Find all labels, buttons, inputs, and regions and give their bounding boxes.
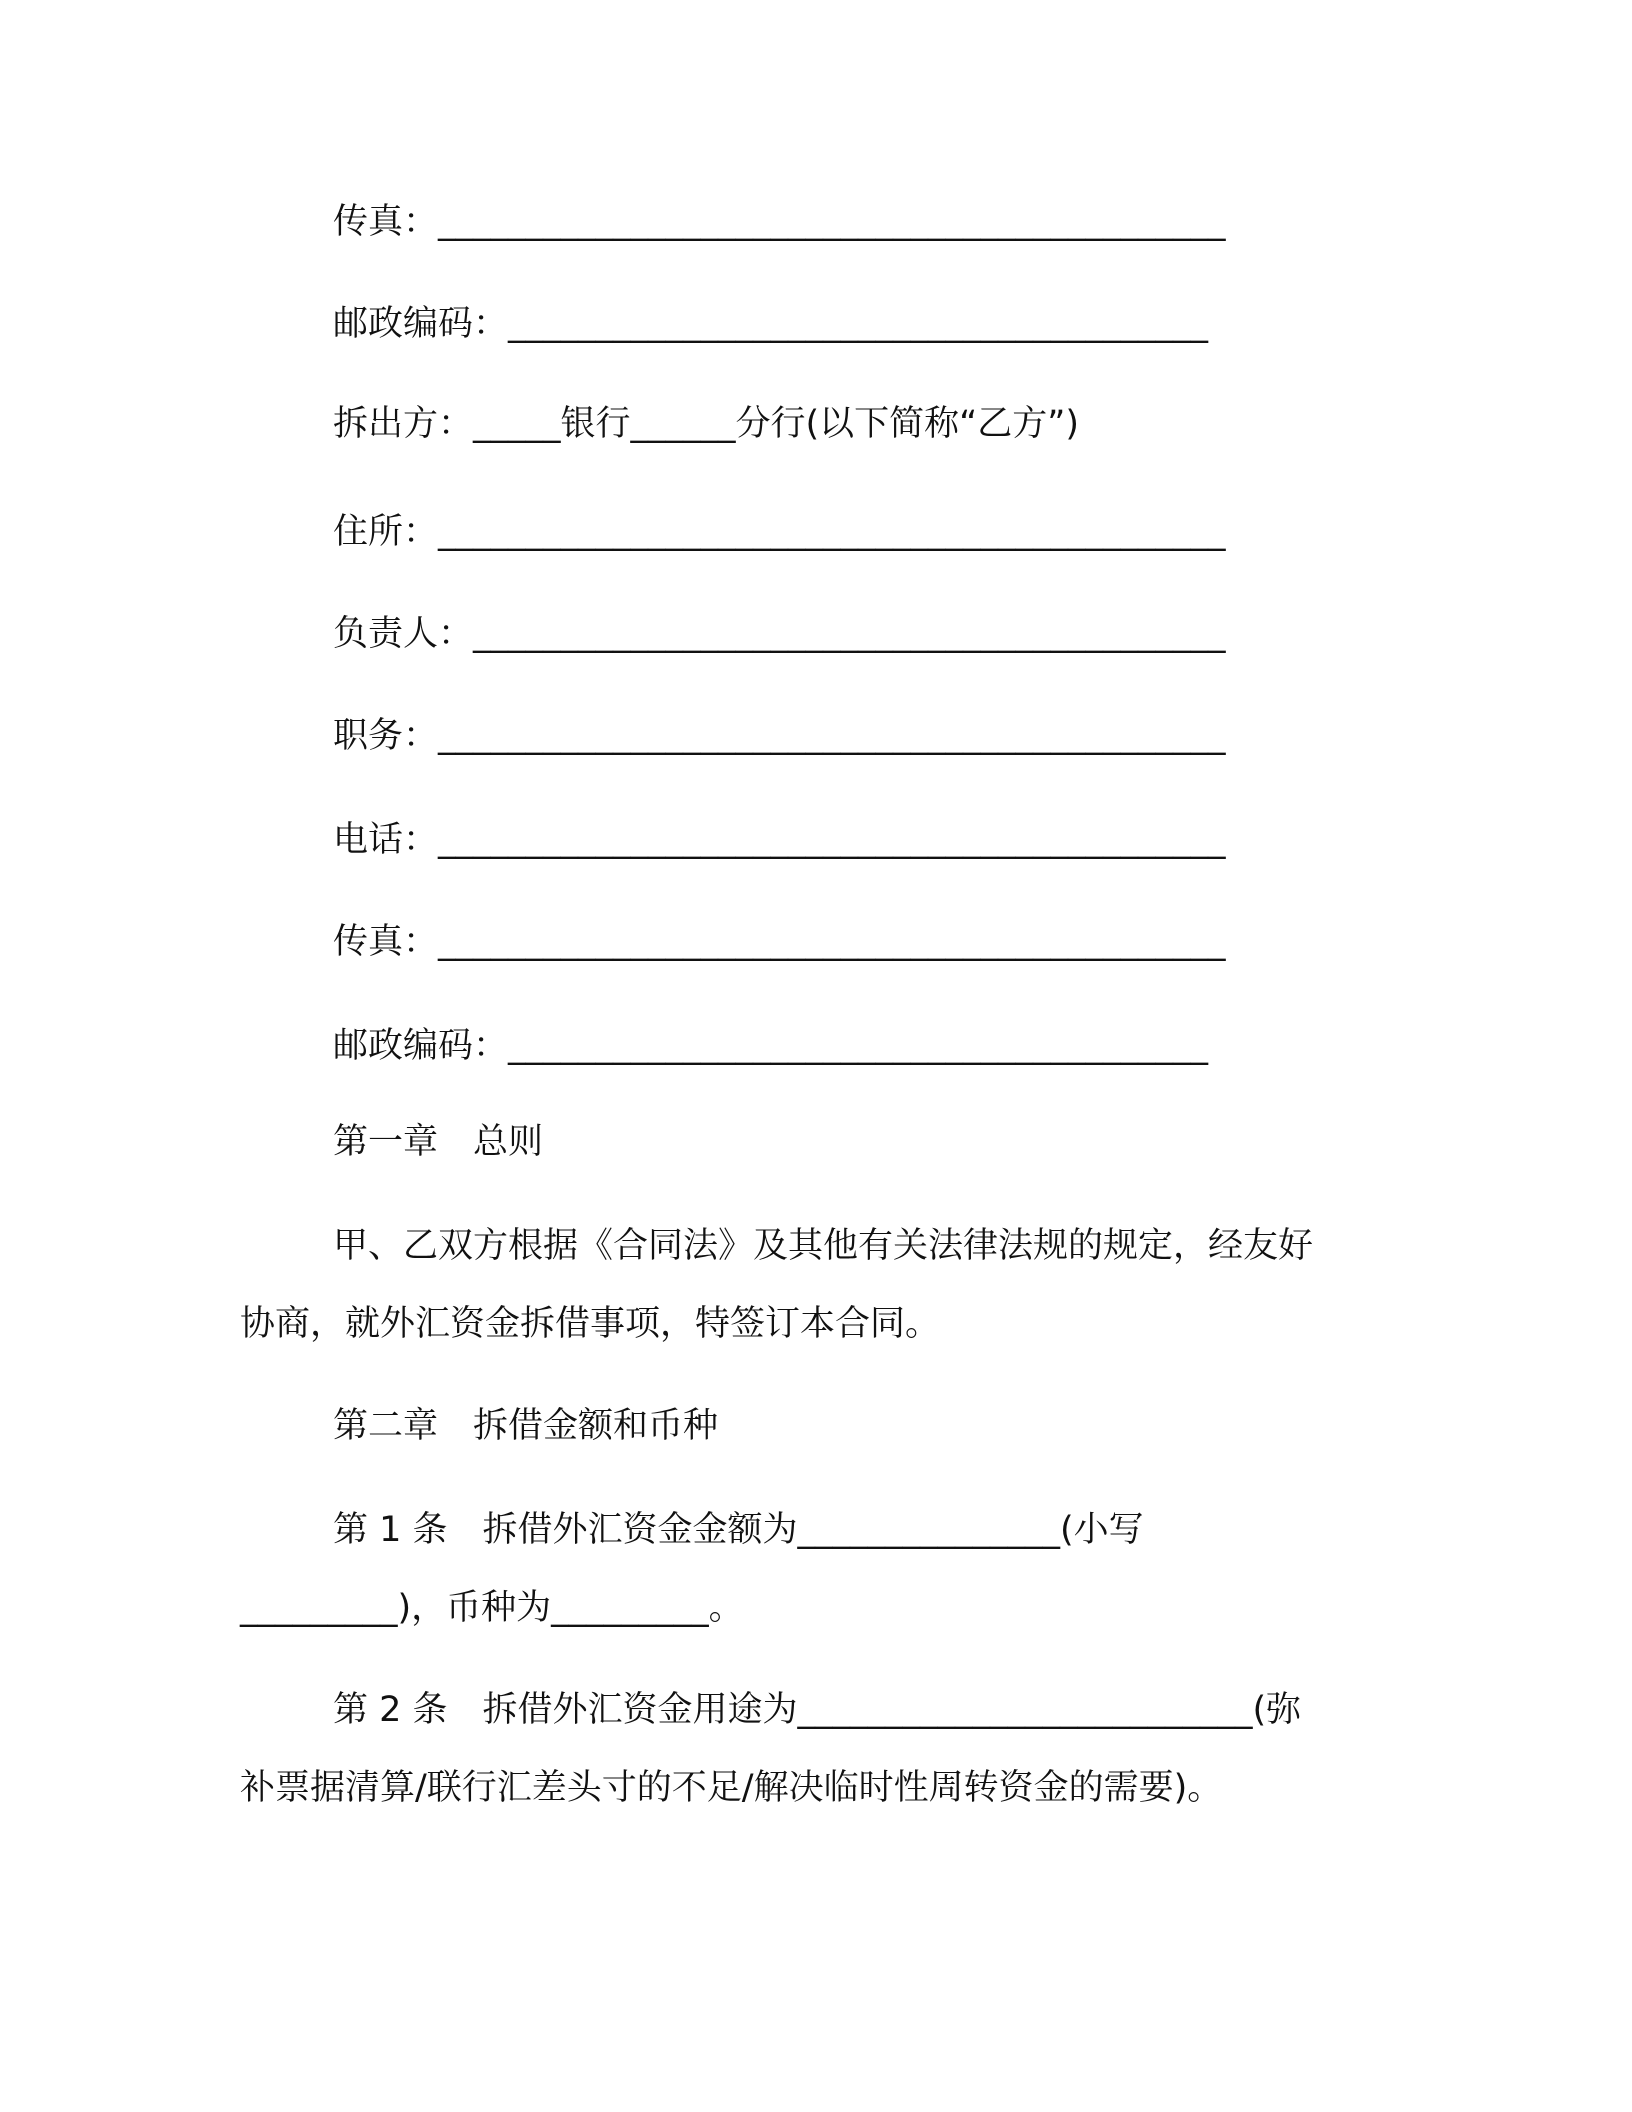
chapter-1-heading: 第一章 总则 — [333, 1122, 544, 1162]
phone-field-line: 电话：_____________________________________________ — [333, 820, 1226, 860]
chapter-2-heading: 第二章 拆借金额和币种 — [333, 1406, 719, 1446]
address-field-line: 住所：_____________________________________________ — [333, 512, 1226, 552]
article-2-line-2: 补票据清算/联行汇差头寸的不足/解决临时性周转资金的需要)。 — [240, 1768, 1223, 1808]
chapter-1-paragraph-line-2: 协商，就外汇资金拆借事项，特签订本合同。 — [240, 1304, 941, 1344]
fax-field-line-2: 传真：_____________________________________________ — [333, 922, 1226, 962]
chapter-1-paragraph-line-1: 甲、乙双方根据《合同法》及其他有关法律法规的规定，经友好 — [333, 1226, 1314, 1266]
fax-field-line-1: 传真：_____________________________________________ — [333, 202, 1226, 242]
responsible-person-field-line: 负责人：___________________________________________ — [333, 614, 1226, 654]
postal-code-field-line-1: 邮政编码：________________________________________ — [333, 304, 1209, 344]
article-2-line-1: 第 2 条 拆借外汇资金用途为__________________________(弥 — [333, 1690, 1302, 1730]
position-field-line: 职务：_____________________________________________ — [333, 716, 1226, 756]
lender-party-line: 拆出方：_____银行______分行(以下简称“乙方”) — [333, 404, 1080, 444]
article-1-line-1: 第 1 条 拆借外汇资金金额为_______________(小写 — [333, 1510, 1144, 1550]
postal-code-field-line-2: 邮政编码：________________________________________ — [333, 1026, 1209, 1066]
article-1-line-2: _________)，币种为_________。 — [240, 1588, 744, 1628]
